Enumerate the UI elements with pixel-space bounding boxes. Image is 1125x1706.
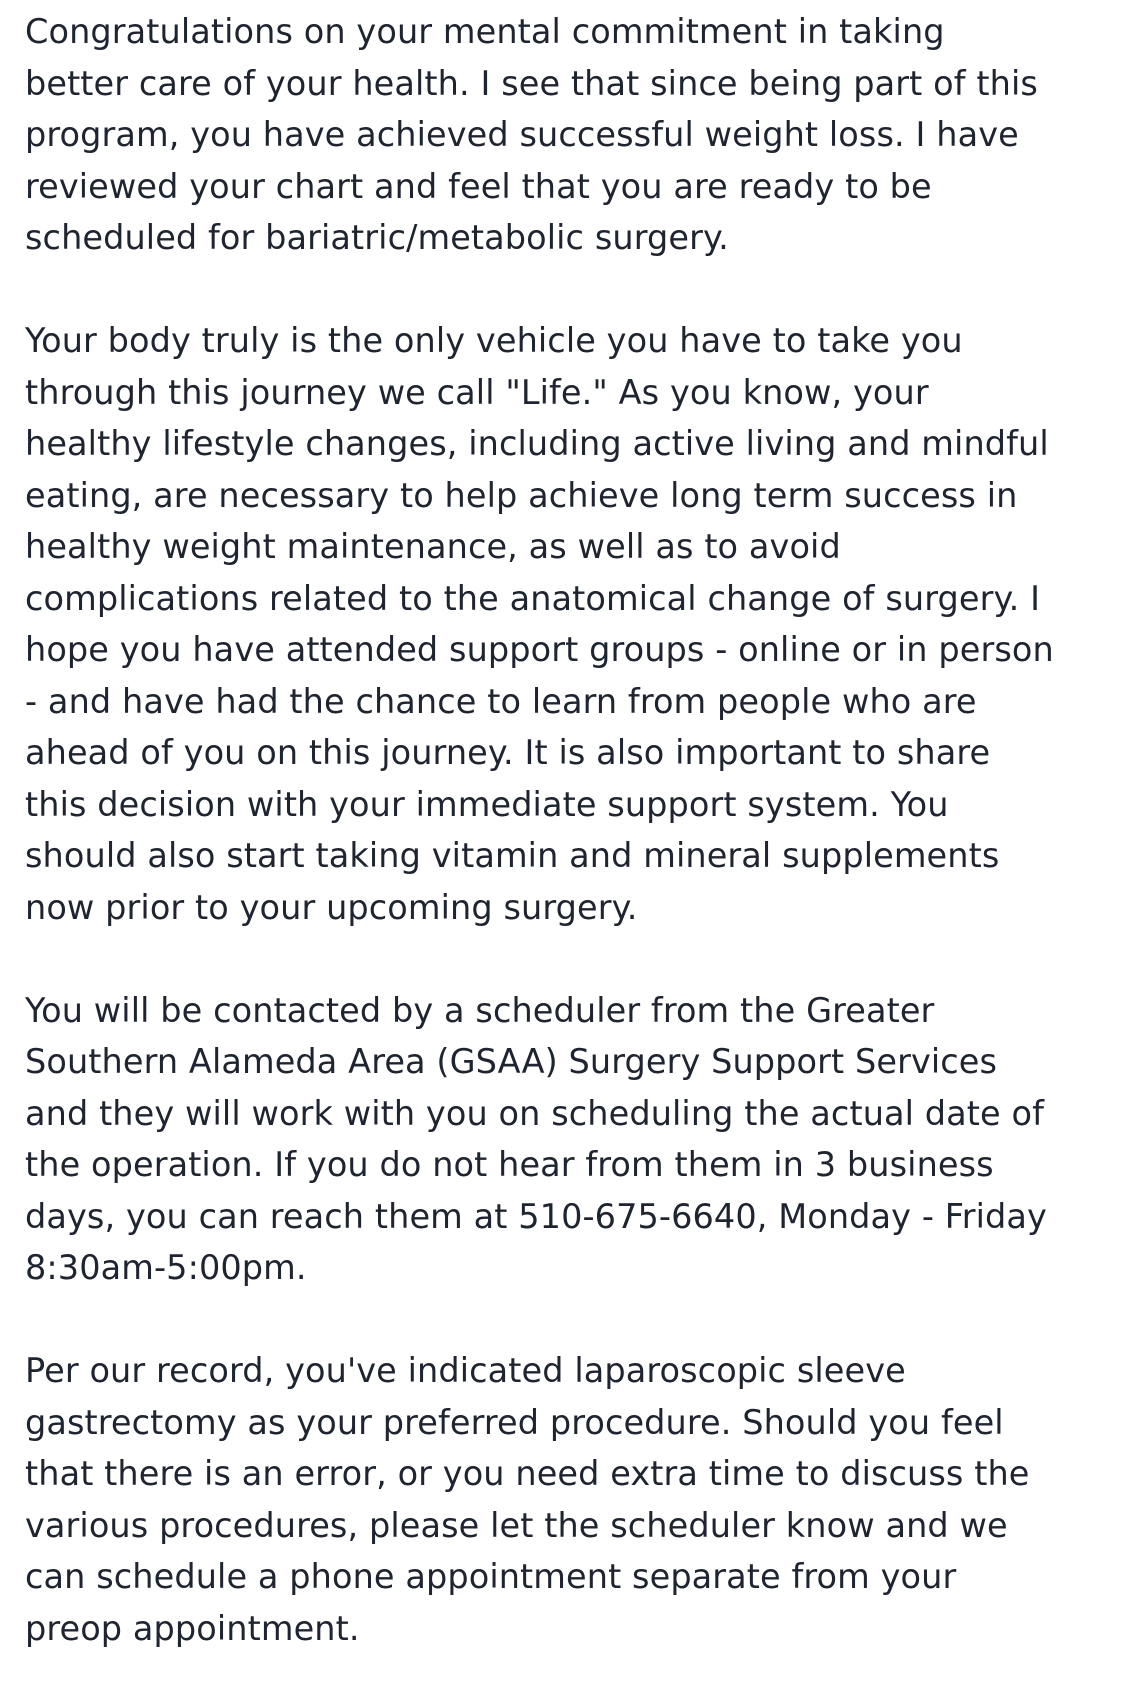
text-line: complications related to the anatomical change of surgery. I [25, 578, 1041, 618]
text-line: program, you have achieved successful weight loss. I have [25, 115, 1019, 154]
text-line: through this journey we call "Life." As you know, your [25, 372, 929, 412]
text-line: that there is an error, or you need extra time to discuss the [25, 1454, 1030, 1493]
text-line: Per our record, you've indicated laparoscopic sleeve [25, 1351, 906, 1390]
text-line: days, you can reach them at 510-675-6640, Monday - Friday [25, 1196, 1047, 1236]
text-line: gastrectomy as your preferred procedure. Should you feel [25, 1402, 1004, 1442]
text-line: 8:30am-5:00pm. [25, 1248, 307, 1287]
text-line: should also start taking vitamin and mineral supplements [25, 836, 1000, 875]
text-line: ahead of you on this journey. It is also important to share [25, 733, 991, 772]
paragraph-procedure [25, 1345, 1117, 1654]
text-line: and they will work with you on scheduling the actual date of [25, 1093, 1044, 1133]
text-line: Your body truly is the only vehicle you have to take you [25, 321, 963, 360]
text-line: Southern Alameda Area (GSAA) Surgery Support Services [25, 1042, 998, 1081]
text-line: healthy weight maintenance, as well as to avoid [25, 527, 841, 566]
paragraph-lifestyle [25, 315, 1117, 933]
text-line: can schedule a phone appointment separate from your [25, 1557, 957, 1596]
text-line: healthy lifestyle changes, including active living and mindful [25, 424, 1049, 463]
text-line: reviewed your chart and feel that you are ready to be [25, 166, 932, 206]
text-line: the operation. If you do not hear from them in 3 business [25, 1145, 994, 1184]
text-line: now prior to your upcoming surgery. [25, 887, 638, 927]
text-line: this decision with your immediate support system. You [25, 784, 949, 824]
paragraph-scheduler-contact [25, 985, 1117, 1294]
message-body [25, 6, 1117, 1706]
text-line: eating, are necessary to help achieve long term success in [25, 475, 1018, 515]
text-line: You will be contacted by a scheduler from the Greater [25, 990, 935, 1030]
text-line: Congratulations on your mental commitment in taking [25, 12, 945, 51]
text-line: various procedures, please let the scheduler know and we [25, 1505, 1008, 1545]
text-line: preop appointment. [25, 1608, 360, 1648]
text-line: scheduled for bariatric/metabolic surgery. [25, 218, 729, 257]
text-line: hope you have attended support groups - online or in person [25, 630, 1054, 669]
paragraph-congratulations [25, 6, 1117, 264]
text-line: - and have had the chance to learn from people who are [25, 681, 977, 721]
text-line: better care of your health. I see that since being part of this [25, 63, 1038, 103]
